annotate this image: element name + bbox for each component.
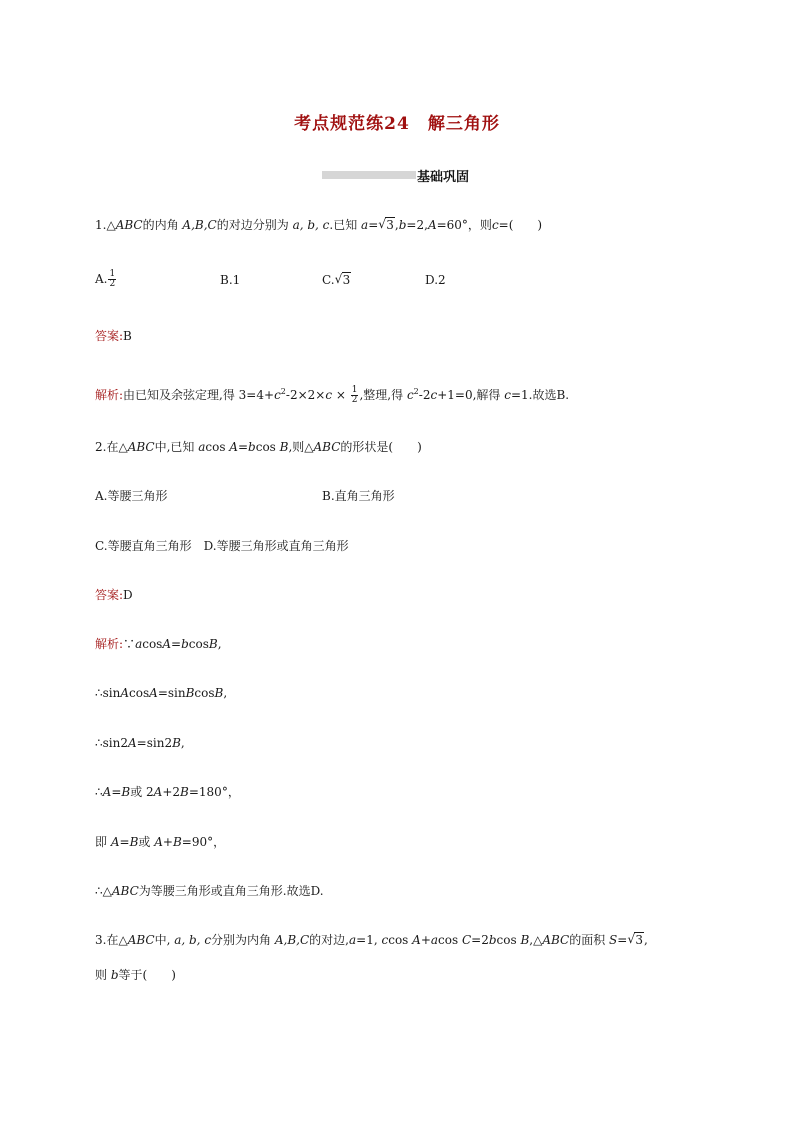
question-1-option-b: B.1	[220, 273, 241, 287]
question-1-option-a: A. $\frac{1}{2}$	[95, 269, 116, 289]
sqrt-symbol: √ 3	[334, 272, 351, 287]
question-3-stem-line-2: 则 b等于( )	[95, 968, 176, 982]
question-2-option-cd: C.等腰直角三角形 D.等腰三角形或直角三角形	[95, 539, 349, 553]
section-divider	[322, 171, 416, 179]
question-1-analysis: 解析:由已知及余弦定理,得 $3=4+c^2-2\times 2\times c$ × $\frac{1}{2}$ ,整理,得 $c^2-2c+1=0$,解得 c=1.故选B.	[95, 385, 570, 405]
question-2-analysis-step-3: ∴sin2A=sin2B,	[95, 736, 185, 750]
question-1-answer: 答案:B	[95, 329, 132, 343]
question-2-stem: 2.在△ABC中,已知 acos A=bcos B,则△ABC的形状是( )	[95, 440, 422, 454]
question-1-option-c: C. √ 3	[322, 272, 351, 287]
question-2-option-b: B.直角三角形	[322, 489, 395, 503]
question-2-option-a: A.等腰三角形	[95, 489, 168, 503]
section-heading: 基础巩固	[417, 170, 470, 185]
question-2-analysis-step-5: 即 A=B或 A+B=90°，	[95, 835, 226, 849]
question-2-analysis-step-1: 解析:∵acosA=bcosB,	[95, 637, 222, 651]
sqrt-symbol: √ 3	[378, 217, 394, 232]
question-2-analysis-conclusion: ∴△ABC为等腰三角形或直角三角形.故选D.	[95, 884, 324, 898]
sqrt-symbol: √ 3	[627, 932, 643, 947]
question-2-answer: 答案:D	[95, 588, 133, 602]
fraction: $\frac{1}{2}$	[109, 269, 116, 289]
question-3-stem: 3.在△ABC中, a, b, c分别为内角 A,B,C的对边,a=1, ccos A+acos C=2bcos B,△ABC的面积 S= √ 3,	[95, 932, 648, 947]
question-2-analysis-step-4: ∴A=B或 2A+2B=180°，	[95, 785, 240, 799]
question-1-option-d: D.2	[425, 273, 446, 287]
page-title: 考点规范练24 解三角形	[294, 114, 500, 134]
question-1-stem: 1.△ABC的内角 A,B,C的对边分别为 a, b, c.已知 a= √ 3,b=2,A=60°，则c=( )	[95, 217, 543, 232]
question-2-analysis-step-2: ∴sinAcosA=sinBcosB,	[95, 686, 228, 700]
fraction: $\frac{1}{2}$	[351, 385, 358, 405]
